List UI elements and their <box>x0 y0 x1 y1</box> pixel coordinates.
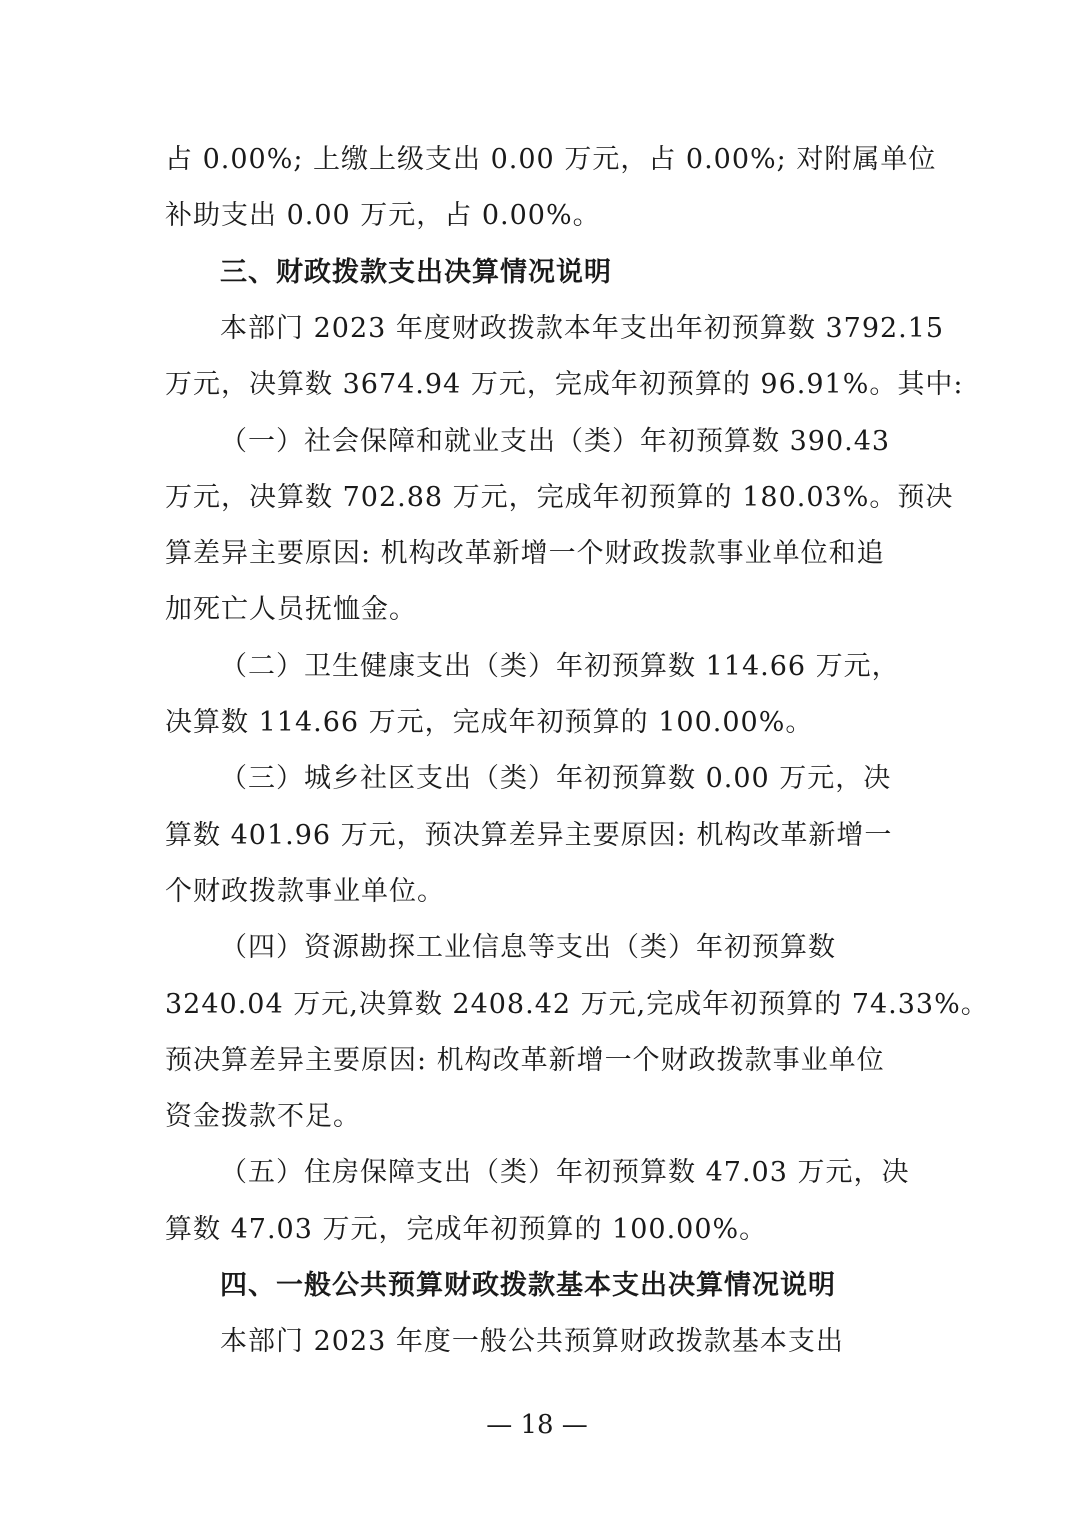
text-line: 算数 401.96 万元，预决算差异主要原因: 机构改革新增一 <box>165 819 893 851</box>
text-line: 万元，决算数 702.88 万元，完成年初预算的 180.03%。预决 <box>165 481 954 513</box>
section-heading: 四、一般公共预算财政拨款基本支出决算情况说明 <box>220 1270 836 1301</box>
text-line: 算数 47.03 万元，完成年初预算的 100.00%。 <box>165 1213 768 1245</box>
text-line: 预决算差异主要原因: 机构改革新增一个财政拨款事业单位 <box>165 1044 885 1076</box>
text-line: 3240.04 万元,决算数 2408.42 万元,完成年初预算的 74.33%。 <box>165 988 989 1020</box>
text-line: 占 0.00%; 上缴上级支出 0.00 万元，占 0.00%; 对附属单位 <box>165 144 937 175</box>
text-line: 算差异主要原因: 机构改革新增一个财政拨款事业单位和追 <box>165 538 885 570</box>
text-line: 万元，决算数 3674.94 万元，完成年初预算的 96.91%。其中: <box>165 369 964 401</box>
text-line: 个财政拨款事业单位。 <box>165 875 445 907</box>
section-heading: 三、财政拨款支出决算情况说明 <box>220 256 612 288</box>
page-number: — 18 — <box>486 1410 588 1440</box>
text-line: （四）资源勘探工业信息等支出（类）年初预算数 <box>220 932 836 964</box>
text-line: （五）住房保障支出（类）年初预算数 47.03 万元，决 <box>220 1157 910 1189</box>
text-line: （二）卫生健康支出（类）年初预算数 114.66 万元， <box>220 650 900 682</box>
text-line: （一）社会保障和就业支出（类）年初预算数 390.43 <box>220 425 891 457</box>
text-line: 补助支出 0.00 万元，占 0.00%。 <box>165 200 601 232</box>
text-line: 加死亡人员抚恤金。 <box>165 594 417 626</box>
text-line: （三）城乡社区支出（类）年初预算数 0.00 万元，决 <box>220 763 892 795</box>
text-line: 资金拨款不足。 <box>165 1101 361 1133</box>
text-line: 本部门 2023 年度一般公共预算财政拨款基本支出 <box>220 1326 844 1358</box>
text-line: 决算数 114.66 万元，完成年初预算的 100.00%。 <box>165 707 814 738</box>
text-line: 本部门 2023 年度财政拨款本年支出年初预算数 3792.15 <box>220 312 945 344</box>
